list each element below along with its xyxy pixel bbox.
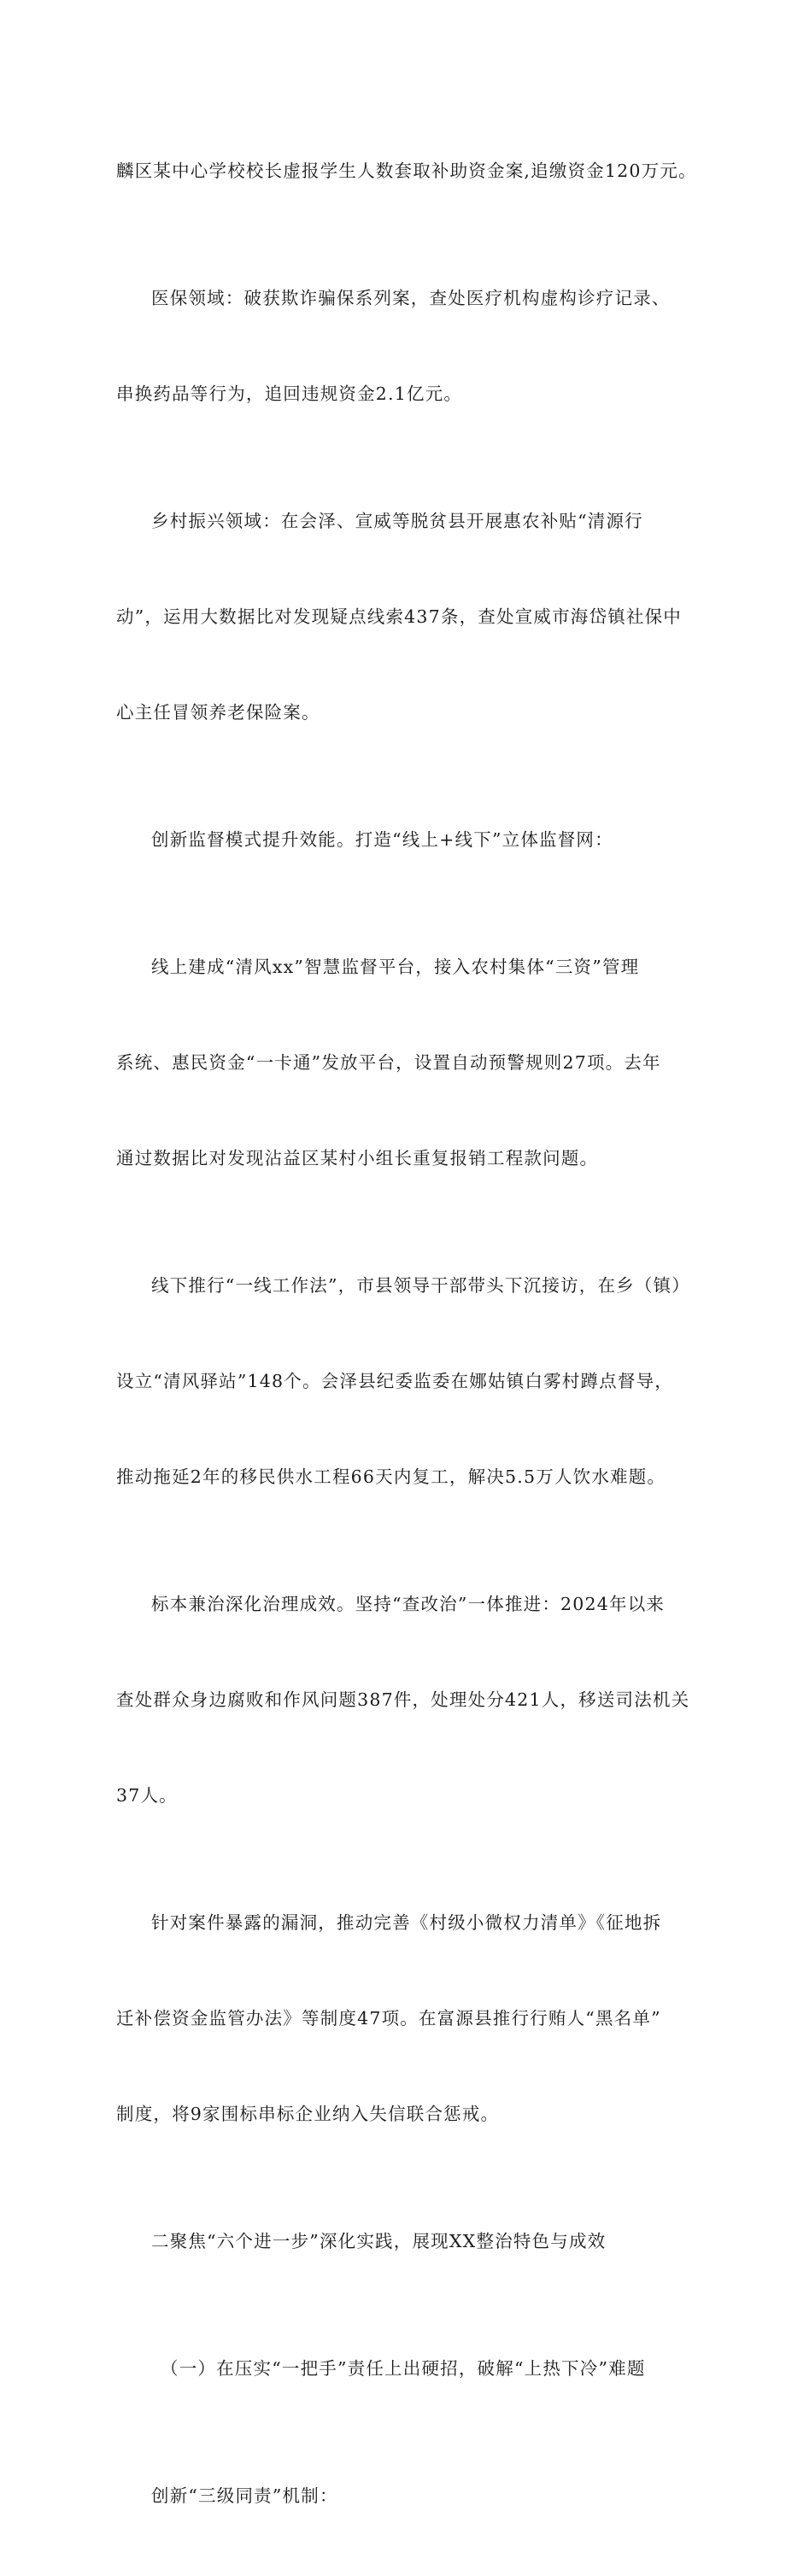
paragraph-7-line-2: 查处群众身边腐败和作风问题387件，处理处分421人，移送司法机关 <box>116 1689 690 1710</box>
paragraph-8-line-3: 制度，将9家围标串标企业纳入失信联合惩戒。 <box>116 2103 500 2124</box>
paragraph-5-line-3: 通过数据比对发现沾益区某村小组长重复报销工程款问题。 <box>116 1147 599 1168</box>
paragraph-5-line-1: 线上建成“清风xx”智慧监督平台，接入农村集体“三资”管理 <box>151 957 640 978</box>
paragraph-8-line-2: 迁补偿资金监管办法》等制度47项。在富源县推行行贿人“黑名单” <box>116 2007 661 2029</box>
section-heading-2: 二聚焦“六个进一步”深化实践，展现XX整治特色与成效 <box>151 2230 607 2251</box>
paragraph-6-line-3: 推动拖延2年的移民供水工程66天内复工，解决5.5万人饮水难题。 <box>116 1466 666 1487</box>
paragraph-last-line-1: 创新“三级同责”机制： <box>151 2485 338 2507</box>
paragraph-6-line-1: 线下推行“一线工作法”，市县领导干部带头下沉接访，在乡（镇） <box>151 1274 690 1296</box>
paragraph-3-line-3: 心主任冒领养老保险案。 <box>116 701 320 723</box>
paragraph-6-line-2: 设立“清风驿站”148个。会泽县纪委监委在娜姑镇白雾村蹲点督导， <box>116 1370 673 1391</box>
paragraph-1-line-1: 麟区某中心学校校长虚报学生人数套取补助资金案,追缴资金120万元。 <box>116 160 697 181</box>
paragraph-2-line-2: 串换药品等行为，追回违规资金2.1亿元。 <box>116 383 463 404</box>
paragraph-7-line-1: 标本兼治深化治理成效。坚持“查改治”一体推进：2024年以来 <box>151 1593 666 1614</box>
paragraph-7-line-3: 37人。 <box>116 1784 178 1806</box>
subsection-heading-1: （一）在压实“一把手”责任上出硬招，破解“上热下冷”难题 <box>161 2358 646 2380</box>
document-body <box>116 91 697 2576</box>
paragraph-5-line-2: 系统、惠民资金“一卡通”发放平台，设置自动预警规则27项。去年 <box>116 1051 661 1073</box>
paragraph-2-line-1: 医保领域：破获欺诈骗保系列案，查处医疗机构虚构诊疗记录、 <box>151 287 671 308</box>
paragraph-3-line-1: 乡村振兴领域：在会泽、宣威等脱贫县开展惠农补贴“清源行 <box>151 510 643 531</box>
paragraph-8-line-1: 针对案件暴露的漏洞，推动完善《村级小微权力清单》《征地拆 <box>151 1912 662 1933</box>
paragraph-4-line-1: 创新监督模式提升效能。打造“线上+线下”立体监督网： <box>151 828 613 850</box>
paragraph-3-line-2: 动”，运用大数据比对发现疑点线索437条，查处宣威市海岱镇社保中 <box>116 606 683 627</box>
